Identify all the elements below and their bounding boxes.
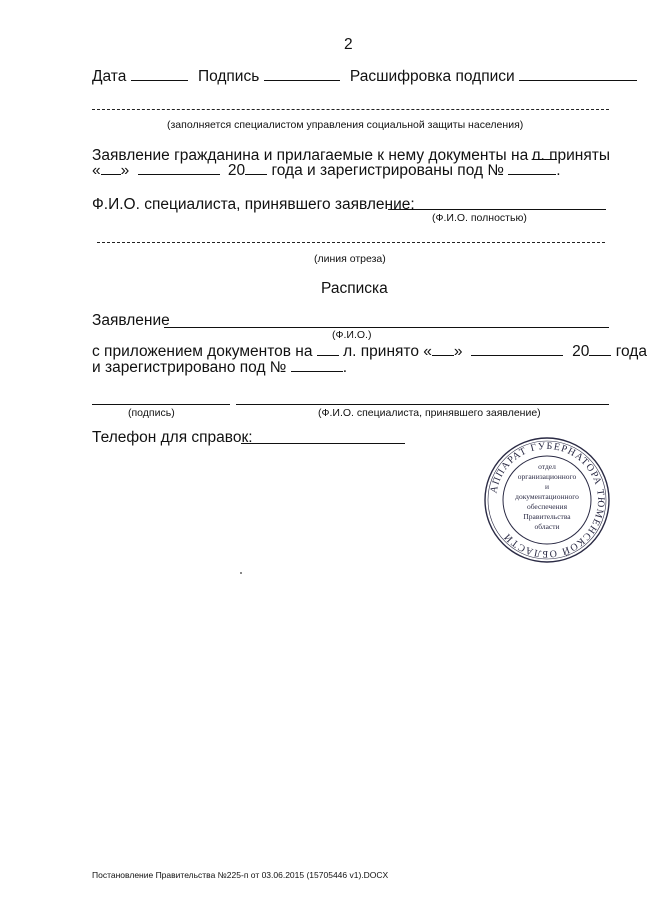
day-blank — [101, 162, 121, 175]
page-number: 2 — [344, 36, 353, 53]
receipt-specialist-line — [236, 404, 609, 405]
cut-line — [97, 242, 605, 243]
stamp-line-4: документационного — [515, 492, 579, 501]
phone-line — [241, 443, 405, 444]
registered-text: года и зарегистрированы под № — [271, 162, 504, 179]
date-blank — [131, 68, 188, 81]
receipt-title: Расписка — [321, 280, 388, 297]
acceptance-text-b: л. приняты — [531, 147, 610, 164]
phone-label: Телефон для справок: — [92, 429, 253, 446]
stamp-line-1: отдел — [538, 462, 556, 471]
receipt-year-blank — [589, 343, 611, 356]
applicant-name-line — [164, 327, 609, 328]
month-blank — [138, 162, 220, 175]
acceptance-text-a: Заявление гражданина и прилагаемые к нему документы на — [92, 147, 529, 164]
receipt-quote-close: » — [453, 343, 463, 360]
stamp-line-6: Правительства — [523, 512, 571, 521]
receipt-signature-line — [92, 404, 230, 405]
receipt-reg-number-blank — [291, 359, 343, 372]
decoding-blank — [519, 68, 637, 81]
specialist-note: (заполняется специалистом управления социальной защиты населения) — [167, 119, 524, 131]
receipt-day-blank — [432, 343, 454, 356]
document-footer: Постановление Правительства №225-п от 03.06.2015 (15705446 v1).DOCX — [92, 870, 389, 880]
year-prefix: 20 — [227, 162, 246, 179]
signature-row — [92, 68, 637, 86]
specialist-name-hint: (Ф.И.О. полностью) — [432, 212, 527, 224]
stamp-line-3: и — [544, 482, 550, 491]
receipt-text-a: с приложением документов на — [92, 343, 313, 360]
receipt-year-word: года — [615, 343, 647, 360]
receipt-statement-label: Заявление — [92, 312, 170, 329]
official-stamp-seal — [483, 436, 611, 564]
receipt-period: . — [342, 359, 348, 376]
fio-hint: (Ф.И.О.) — [332, 329, 372, 341]
date-label: Дата — [92, 68, 127, 85]
receipt-text-b: л. принято « — [343, 343, 432, 360]
signature-label: Подпись — [197, 68, 260, 85]
stamp-ring-text: АППАРАТ ГУБЕРНАТОРА ТЮМЕНСКОЙ ОБЛАСТИ — [488, 440, 607, 560]
period: . — [556, 162, 561, 179]
scan-speck — [240, 572, 242, 574]
receipt-line-2 — [92, 359, 347, 377]
receipt-specialist-hint: (Ф.И.О. специалиста, принявшего заявление) — [318, 407, 541, 419]
quote-open: « — [92, 162, 101, 179]
specialist-name-label: Ф.И.О. специалиста, принявшего заявление: — [92, 196, 415, 213]
receipt-year-prefix: 20 — [572, 343, 590, 360]
receipt-month-blank — [471, 343, 563, 356]
year-blank — [245, 162, 267, 175]
dashed-divider-top — [92, 109, 609, 110]
specialist-name-line — [388, 209, 606, 210]
stamp-line-2: организационного — [517, 472, 577, 481]
signature-blank — [264, 68, 340, 81]
stamp-line-5: обеспечения — [526, 502, 568, 511]
cut-line-label: (линия отреза) — [314, 253, 386, 265]
receipt-signature-hint: (подпись) — [128, 407, 175, 419]
acceptance-line-2 — [92, 162, 561, 180]
reg-number-blank — [508, 162, 556, 175]
quote-close: » — [120, 162, 130, 179]
receipt-registered-text: и зарегистрировано под № — [92, 359, 287, 376]
stamp-line-7: области — [534, 522, 560, 531]
receipt-pages-blank — [317, 343, 339, 356]
decoding-label: Расшифровка подписи — [349, 68, 515, 85]
